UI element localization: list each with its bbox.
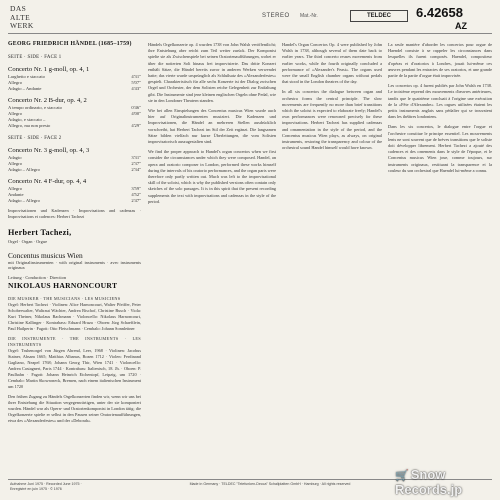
label-logo: DAS ALTE WERK bbox=[10, 4, 34, 30]
liner-paragraph: We find the proper approach to Handel's organ concertos when we first consider the circumstances under which they were composed. Handel, an opera and oratorio composer in London, performed these works himself during the intervals of his oratorio performances, and the organ parts were therefore only partly written out. Much was left to the improvisational skill of the soloist, which is why the published versions often contain only sketches of the solo passages. It is in this spirit that the present recording supplements the text with improvisations and cadenzas in the style of the period. bbox=[148, 149, 276, 204]
movement-duration: 4'52" bbox=[131, 192, 141, 198]
movement-duration: 0'46" bbox=[131, 104, 141, 110]
essay-intro: Den frühen Zugang zu Händels Orgelkonzerten finden wir, wenn wir uns bei ihrer Entstehung die Situation vergegenwärtigen, unter der sie komponiert wurden. Händel war als Opern- und Oratorienkomponist in London tätig; die Orgelkonzerte spielte er selbst in den Pausen seiner Oratorienaufführungen, etwa des »Alexanderfestes« und der »Deborah«. bbox=[8, 394, 141, 424]
movement-duration: 2'47" bbox=[131, 198, 141, 204]
composer-name: GEORG FRIEDRICH HÄNDEL (1685–1759) bbox=[8, 41, 132, 47]
movement-duration: 3'59" bbox=[131, 185, 141, 191]
movement-name: A tempo ordinario, e staccato bbox=[8, 104, 62, 110]
side-two-list bbox=[8, 146, 141, 205]
liner-paragraph: Handel's Organ Concertos Op. 4 were published by John Walsh in 1738, although several of them date back to earlier years. The third concerto reuses movements from earlier works, while the fourth originally concluded a performance of »Alexander's Feast«. The organs used were the small English chamber organs without pedals that stood in the London theatres of the day. bbox=[282, 42, 382, 85]
conductor-name: NIKOLAUS HARNONCOURT bbox=[8, 280, 118, 290]
liner-paragraph: Les concertos op. 4 furent publiés par John Walsh en 1738. Le troisième reprend des mouvements d'œuvres antérieures, tandis que le quatrième concluait à l'origine une exécution de la »Fête d'Alexandre«. Les orgues utilisées étaient les petits instruments anglais sans pédalier qui se trouvaient dans les théâtres londoniens. bbox=[388, 83, 492, 120]
liner-paragraph: Dans les six concertos, le dialogue entre l'orgue et l'orchestre constitue le principe essentiel. Les mouvements lents ne sont souvent que de brèves transitions que le soliste doit développer librement. Herbert Tachezi a ajouté des cadences et des ornements dans le style de l'époque, et le Concentus musicus Wien joue, comme toujours, sur instruments originaux, restituant la transparence et la couleur du son orchestral que Haendel lui-même a connu. bbox=[388, 124, 492, 173]
movement-name: Adagio – Andante bbox=[8, 85, 42, 91]
shop-watermark[interactable] bbox=[395, 467, 500, 497]
movement-name: Larghetto e staccato bbox=[8, 73, 45, 79]
concerto-title: Concerto Nr. 3 g-moll, op. 4, 3 bbox=[8, 146, 90, 154]
movement-name: Adagio bbox=[8, 154, 22, 160]
liner-notes-german bbox=[148, 42, 276, 209]
movement-duration: 4'29" bbox=[131, 123, 141, 129]
side-one-heading: SEITE · SIDE · FACE 1 bbox=[8, 55, 62, 60]
movement-duration: 2'34" bbox=[131, 166, 141, 172]
soloist-role: Orgel · Organ · Orgue bbox=[8, 238, 48, 244]
side-one-list bbox=[8, 65, 141, 130]
side-two-heading: SEITE · SIDE · FACE 2 bbox=[8, 136, 62, 142]
catalog-suffix: AZ bbox=[455, 21, 467, 31]
concerto-title: Concerto Nr. 4 F-dur, op. 4, 4 bbox=[8, 177, 87, 185]
movement-name: Allegro bbox=[8, 110, 23, 116]
liner-paragraph: In all six concertos the dialogue between organ and orchestra forms the central principle. The slow movements are frequently no more than brief transitions which the soloist is expected to elaborate freely; Handel's own performances were renowned precisely for these improvisations. Herbert Tachezi has supplied cadenzas and ornamentation in the style of the period, and the Concentus musicus Wien plays, as always, on original instruments, restoring the transparency and colour of the orchestral sound Handel himself would have known. bbox=[282, 89, 382, 151]
label-name-box: TELDEC bbox=[350, 10, 408, 22]
tracklist-column bbox=[8, 40, 141, 424]
catalog-number: 6.42658 bbox=[416, 5, 463, 20]
stereo-label: STEREO bbox=[262, 13, 290, 19]
movement-name: Adagio, e staccato – bbox=[8, 116, 46, 122]
movement-row bbox=[8, 198, 141, 204]
musicians-heading: DIE MUSIKER · THE MUSICIANS · LES MUSICIENS bbox=[8, 296, 121, 302]
movement-row bbox=[8, 123, 141, 129]
liner-paragraph: Wie bei allen Einspielungen des Concentus musicus Wien wurde auch hier auf Originalinstrumenten musiziert. Die Kadenzen und Improvisationen, die Händel an mehreren Stellen ausdrücklich vorschreibt, hat Herbert Tachezi im Stil der Zeit ergänzt. Die langsamen Sätze bilden vielfach nur kurze Überleitungen, die vom Solisten improvisatorisch auszugestalten sind. bbox=[148, 108, 276, 145]
movement-name: Allegro bbox=[8, 185, 23, 191]
instruments-heading: DIE INSTRUMENTE · THE INSTRUMENTS · LES INSTRUMENTS bbox=[8, 336, 141, 348]
movement-row bbox=[8, 86, 141, 92]
ensemble-name: Concentus musicus Wien bbox=[8, 250, 83, 260]
improvisation-note: Improvisationen und Kadenzen · Improvisations and cadenzas · Improvisations et cadences: Herbert Tachezi bbox=[8, 208, 141, 220]
watermark-text: Snow Records.jp bbox=[395, 467, 463, 497]
concerto-title: Concerto Nr. 1 g-moll, op. 4, 1 bbox=[8, 65, 90, 73]
concerto-title: Concerto Nr. 2 B-dur, op. 4, 2 bbox=[8, 96, 87, 104]
movement-name: Allegro bbox=[8, 79, 23, 85]
movement-name: Adagio – Allegro bbox=[8, 198, 40, 204]
movement-duration: 3'31" bbox=[131, 154, 141, 160]
liner-paragraph: Händels Orgelkonzerte op. 4 wurden 1738 von John Walsh veröffentlicht; ihre Entstehung aber reicht zum Teil weiter zurück. Der Komponist spielte sie als Zwischenspiele bei seinen Oratorienaufführungen, wobei er über die notierten Soli hinaus frei improvisierte. Das dritte Konzert enthält Sätze, die Händel bereits zuvor in anderen Werken verwendet hatte; das vierte wurde ursprünglich als Schlußsatz des »Alexanderfestes« gespielt. Charakteristisch für alle sechs Konzerte ist der Dialog zwischen Orgel und Orchester, der dem Solisten reiche Gelegenheit zur Entfaltung gibt. Die Instrumente sind jene kleinen englischen Orgeln ohne Pedal, wie sie in den Londoner Theatern standen. bbox=[148, 42, 276, 103]
movement-name: Allegro bbox=[8, 160, 23, 166]
liner-notes-english bbox=[282, 42, 382, 155]
movement-duration: 4'31" bbox=[131, 73, 141, 79]
liner-notes-french bbox=[388, 42, 492, 178]
ensemble-subtitle: mit Originalinstrumenten · with original instruments · avec instruments originaux bbox=[8, 259, 141, 271]
movement-duration: 4'00" bbox=[131, 110, 141, 116]
footer-recording-info: Aufnahme Juni 1975 · Recorded June 1975 · Enregistré en juin 1975 · © 1976 bbox=[10, 482, 82, 491]
direction-label: Leitung · Conduction · Direction bbox=[8, 275, 67, 281]
shopping-cart-icon: 🛒 bbox=[395, 470, 409, 482]
movement-duration: 4'43" bbox=[131, 85, 141, 91]
movement-duration: 2'37" bbox=[131, 160, 141, 166]
movement-duration: 5'07" bbox=[131, 79, 141, 85]
instruments-text: Orgel: Truhenorgel von Jürgen Ahrend, Leer, 1968 · Violinen: Jacobus Stainer, Absam 1665; Matthias Albanus, Bozen 1712 · Violen: Ferdinand Gagliano, Neapel 1768; Johann Georg Thir, Wien 1741 · Violoncello: Andrea Castagneri, Paris 1744 · Kontrabass: Italienisch, 18. Jh. · Oboen: P. Paulhahn · Fagott: Johann Heinrich Eichentopf, Leipzig, um 1720 · Cembalo: Martin Skowroneck, Bremen, nach einem italienischen Instrument um 1720 bbox=[8, 348, 141, 390]
movement-name: Allegro, ma non presto bbox=[8, 123, 51, 129]
movement-name: Adagio – Allegro bbox=[8, 166, 40, 172]
footer-copyright: Made in Germany · TELDEC "Telefunken-Decca" Schallplatten GmbH · Hamburg · All rights reserved bbox=[189, 482, 351, 486]
material-number-label: Mat.-Nr. bbox=[300, 13, 318, 19]
movement-name: Andante bbox=[8, 192, 24, 198]
movement-row bbox=[8, 167, 141, 173]
liner-paragraph: La seule manière d'aborder les concertos pour orgue de Haendel consiste à se rappeler les circonstances dans lesquelles ils furent composés. Haendel, compositeur d'opéras et d'oratorios à Londres, jouait lui-même ces œuvres pendant les entractes de ses oratorios, et une grande partie de la partie d'orgue était improvisée. bbox=[388, 42, 492, 79]
top-divider bbox=[8, 33, 492, 34]
soloist-name: Herbert Tachezi, bbox=[8, 228, 72, 238]
musicians-text: Orgel: Herbert Tachezi · Violinen: Alice Harnoncourt, Walter Pfeiffer, Peter Schoberwalter, Waltraut Wächter, Andrea Bischof, Christine Busch · Viola: Kurt Theiner, Nikolaus Bachmann · Violoncello: Nikolaus Harnoncourt, Christine Kallinger · Kontrabass: Eduard Hruza · Oboen: Jürg Schaeftlein, Paul Hailperin · Fagott: Otto Fleischmann · Cembalo: Johann Sonnleitner bbox=[8, 302, 141, 332]
